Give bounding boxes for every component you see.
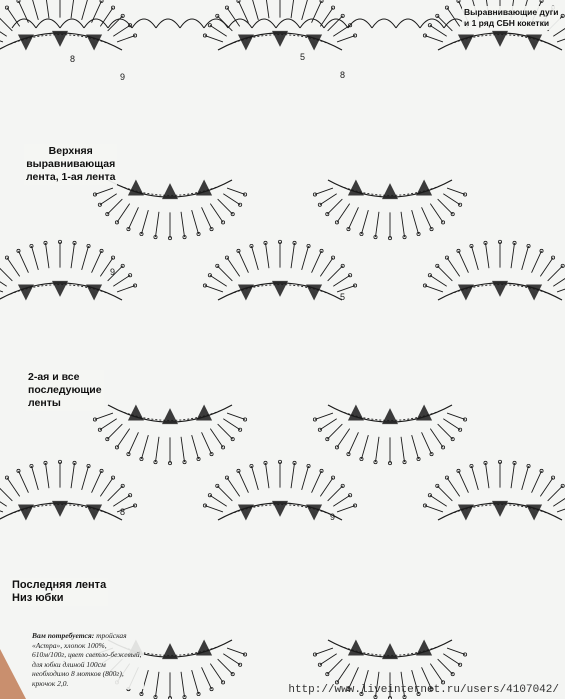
stitch-mark — [45, 243, 48, 268]
band-last-label: Последняя лента Низ юбки — [12, 579, 107, 604]
shell-mark — [382, 183, 398, 199]
stitch-mark — [485, 243, 488, 268]
picot-mark — [208, 24, 211, 27]
stitch-mark — [447, 258, 460, 277]
stitch-mark — [117, 36, 135, 42]
stitch-mark — [548, 486, 563, 501]
stitch-mark — [113, 275, 130, 286]
stitch-mark — [422, 432, 432, 454]
shell-mark — [458, 285, 474, 301]
shell-mark — [382, 408, 398, 424]
stitch-mark — [447, 188, 465, 194]
stitch-mark — [31, 0, 38, 20]
stitch-mark — [265, 243, 268, 268]
stitch-mark — [0, 16, 12, 31]
stitch-mark — [31, 466, 38, 490]
stitch-mark — [425, 286, 443, 292]
stitch-mark — [557, 36, 565, 42]
stitch-mark — [361, 210, 368, 234]
stitch-mark — [328, 486, 343, 501]
shell-mark — [128, 404, 144, 420]
shell-mark — [128, 179, 144, 195]
shell-mark — [416, 179, 432, 195]
shell-mark — [196, 404, 212, 420]
shell-mark — [306, 35, 322, 51]
stitch-mark — [7, 258, 20, 277]
stitch-mark — [202, 432, 212, 454]
stitch-mark — [227, 258, 240, 277]
stitch-mark — [425, 506, 443, 512]
stitch-mark — [328, 266, 343, 281]
stitch-mark — [438, 199, 453, 214]
stitch-mark — [107, 199, 122, 214]
stitch-mark — [202, 207, 212, 229]
stitch-mark — [45, 463, 48, 488]
stitch-mark — [100, 194, 117, 205]
stitch-mark — [291, 0, 294, 18]
stitch-mark — [438, 424, 453, 439]
stitch-mark — [205, 286, 223, 292]
shell-mark — [52, 281, 68, 297]
picot-mark — [457, 249, 460, 252]
shell-mark — [86, 505, 102, 521]
stitch-mark — [447, 8, 460, 27]
shell-mark — [162, 643, 178, 659]
stitch-mark — [327, 424, 342, 439]
shell-mark — [162, 183, 178, 199]
stitch-mark — [18, 251, 28, 273]
stitch-mark — [458, 251, 468, 273]
stitch-mark — [548, 266, 563, 281]
stitch-mark — [401, 437, 404, 462]
stitch-mark — [412, 210, 419, 234]
stitch-mark — [181, 672, 184, 697]
picot-mark — [540, 249, 543, 252]
stitch-mark — [45, 0, 48, 18]
stitch-mark — [320, 478, 333, 497]
stitch-mark — [511, 463, 514, 488]
stitch-mark — [117, 204, 130, 223]
shell-mark — [348, 179, 364, 195]
stitch-mark — [141, 210, 148, 234]
shell-mark — [526, 285, 542, 301]
picot-mark — [17, 249, 20, 252]
picot-mark — [208, 494, 211, 497]
stitch-mark — [251, 246, 258, 270]
stitch-mark — [412, 435, 419, 459]
stitch-mark — [100, 478, 113, 497]
stitch-mark — [7, 478, 20, 497]
stitch-mark — [265, 463, 268, 488]
motif-number: 8 — [340, 70, 346, 80]
edge-arc — [156, 19, 180, 28]
stitch-mark — [227, 188, 245, 194]
picot-mark — [551, 476, 554, 479]
stitch-mark — [522, 246, 529, 270]
motif-number: 5 — [300, 52, 306, 62]
stitch-mark — [320, 419, 337, 430]
edge-arc — [276, 19, 300, 28]
shell-mark — [272, 501, 288, 517]
stitch-mark — [375, 212, 378, 237]
edge-arc — [324, 19, 348, 28]
edge-arc — [252, 19, 276, 28]
stitch-mark — [227, 413, 245, 419]
stitch-mark — [375, 437, 378, 462]
stitch-mark — [532, 251, 542, 273]
picot-mark — [561, 264, 564, 267]
shell-mark — [458, 35, 474, 51]
edge-arc — [372, 19, 396, 28]
stitch-mark — [251, 466, 258, 490]
stitch-mark — [337, 36, 355, 42]
stitch-mark — [128, 207, 138, 229]
stitch-mark — [0, 506, 3, 512]
stitch-mark — [82, 246, 89, 270]
stitch-mark — [71, 463, 74, 488]
stitch-mark — [333, 495, 350, 506]
stitch-mark — [218, 659, 233, 674]
stitch-mark — [202, 667, 212, 689]
stitch-mark — [117, 429, 130, 448]
stitch-mark — [100, 419, 117, 430]
band-2-label: 2-ая и все последующие ленты — [28, 371, 102, 409]
shell-mark — [348, 404, 364, 420]
stitch-mark — [155, 672, 158, 697]
edge-arc — [132, 19, 156, 28]
shell-mark — [272, 281, 288, 297]
stitch-mark — [312, 251, 322, 273]
stitch-mark — [401, 212, 404, 237]
stitch-mark — [141, 435, 148, 459]
motif-number: 9 — [120, 72, 126, 82]
stitch-mark — [553, 495, 565, 506]
stitch-mark — [471, 466, 478, 490]
stitch-mark — [0, 25, 7, 36]
stitch-mark — [333, 275, 350, 286]
stitch-mark — [302, 246, 309, 270]
stitch-mark — [92, 251, 102, 273]
stitch-mark — [320, 654, 337, 665]
shell-mark — [306, 505, 322, 521]
materials-title: Вам потребуется: — [32, 631, 95, 640]
shell-mark — [18, 35, 34, 51]
edge-arc — [60, 19, 84, 28]
stitch-mark — [557, 506, 565, 512]
picot-mark — [320, 249, 323, 252]
stitch-mark — [210, 429, 223, 448]
edge-arc — [228, 19, 252, 28]
stitch-mark — [82, 0, 89, 20]
stitch-mark — [302, 0, 309, 20]
shell-mark — [162, 408, 178, 424]
stitch-mark — [511, 243, 514, 268]
motif-number: 5 — [340, 292, 346, 302]
stitch-mark — [223, 419, 240, 430]
stitch-mark — [443, 654, 460, 665]
stitch-mark — [471, 246, 478, 270]
picot-mark — [540, 469, 543, 472]
shell-mark — [526, 35, 542, 51]
shell-mark — [196, 179, 212, 195]
stitch-mark — [113, 25, 130, 36]
stitch-mark — [238, 471, 248, 493]
stitch-mark — [447, 478, 460, 497]
stitch-mark — [210, 25, 227, 36]
stitch-mark — [485, 463, 488, 488]
stitch-mark — [327, 659, 342, 674]
stitch-mark — [107, 424, 122, 439]
stitch-mark — [238, 251, 248, 273]
edge-arc — [204, 19, 228, 28]
stitch-mark — [557, 286, 565, 292]
stitch-mark — [210, 204, 223, 223]
band-1-label: Верхняя выравнивающая лента, 1-ая лента — [26, 145, 116, 183]
stitch-mark — [192, 210, 199, 234]
stitch-mark — [291, 243, 294, 268]
stitch-mark — [327, 199, 342, 214]
shell-mark — [18, 285, 34, 301]
stitch-mark — [430, 429, 443, 448]
stitch-mark — [337, 204, 350, 223]
stitch-mark — [31, 246, 38, 270]
stitch-mark — [337, 664, 350, 683]
stitch-mark — [438, 659, 453, 674]
shell-mark — [52, 31, 68, 47]
stitch-mark — [361, 435, 368, 459]
stitch-mark — [0, 36, 3, 42]
picot-mark — [237, 249, 240, 252]
stitch-mark — [348, 207, 358, 229]
shell-mark — [492, 281, 508, 297]
stitch-mark — [18, 471, 28, 493]
picot-mark — [561, 484, 564, 487]
stitch-mark — [192, 435, 199, 459]
shell-mark — [526, 505, 542, 521]
stitch-mark — [223, 654, 240, 665]
stitch-mark — [117, 286, 135, 292]
stitch-mark — [328, 16, 343, 31]
stitch-mark — [337, 506, 355, 512]
stitch-mark — [108, 16, 123, 31]
stitch-mark — [0, 266, 12, 281]
picot-mark — [221, 681, 224, 684]
stitch-mark — [265, 0, 268, 18]
shell-mark — [238, 285, 254, 301]
shell-mark — [492, 31, 508, 47]
edge-arc — [348, 19, 372, 28]
stitch-mark — [205, 36, 223, 42]
edge-arc — [300, 19, 324, 28]
stitch-mark — [422, 207, 432, 229]
stitch-mark — [315, 188, 333, 194]
stitch-mark — [458, 471, 468, 493]
stitch-mark — [205, 506, 223, 512]
stitch-mark — [430, 204, 443, 223]
stitch-mark — [92, 471, 102, 493]
motif-number: 9 — [110, 267, 116, 277]
shell-mark — [18, 505, 34, 521]
stitch-mark — [430, 275, 447, 286]
stitch-mark — [210, 495, 227, 506]
stitch-mark — [0, 486, 12, 501]
stitch-mark — [437, 266, 452, 281]
stitch-mark — [217, 266, 232, 281]
stitch-mark — [95, 413, 113, 419]
shell-mark — [492, 501, 508, 517]
stitch-mark — [532, 471, 542, 493]
stitch-mark — [302, 466, 309, 490]
stitch-mark — [540, 258, 553, 277]
stitch-mark — [337, 286, 355, 292]
stitch-mark — [227, 478, 240, 497]
stitch-mark — [82, 466, 89, 490]
stitch-mark — [95, 188, 113, 194]
picot-mark — [208, 274, 211, 277]
picot-mark — [551, 256, 554, 259]
stitch-mark — [315, 413, 333, 419]
shell-mark — [348, 639, 364, 655]
edge-arc — [180, 19, 204, 28]
stitch-mark — [540, 478, 553, 497]
stitch-mark — [181, 437, 184, 462]
stitch-mark — [312, 471, 322, 493]
shell-mark — [52, 501, 68, 517]
shell-mark — [416, 639, 432, 655]
motif-number: 8 — [70, 54, 76, 64]
stitch-mark — [443, 419, 460, 430]
stitch-mark — [315, 648, 333, 654]
stitch-mark — [291, 463, 294, 488]
stitch-mark — [320, 194, 337, 205]
shell-mark — [382, 643, 398, 659]
stitch-mark — [348, 432, 358, 454]
picot-mark — [561, 14, 564, 17]
stitch-mark — [218, 424, 233, 439]
stitch-mark — [71, 0, 74, 18]
top-edge-note: Выравнивающие дуги и 1 ряд СБН кокетки — [464, 7, 559, 28]
stitch-mark — [218, 199, 233, 214]
stitch-mark — [155, 212, 158, 237]
stitch-mark — [447, 413, 465, 419]
motif-number: 9 — [330, 512, 336, 522]
stitch-mark — [192, 670, 199, 694]
stitch-mark — [553, 275, 565, 286]
stitch-mark — [113, 495, 130, 506]
materials-note: Вам потребуется: тройская «Астра», хлопок 100%, 610м/100г, цвет светло-бежевый, для юбки длиной 100см необходимо 8 мотков (800г), крючок 2,0. — [30, 630, 144, 689]
edge-arc — [36, 19, 60, 28]
stitch-mark — [443, 194, 460, 205]
stitch-mark — [522, 466, 529, 490]
stitch-mark — [0, 286, 3, 292]
stitch-mark — [337, 429, 350, 448]
stitch-mark — [430, 495, 447, 506]
shell-mark — [86, 285, 102, 301]
stitch-mark — [128, 432, 138, 454]
stitch-mark — [108, 486, 123, 501]
shell-mark — [196, 639, 212, 655]
stitch-mark — [320, 8, 333, 27]
stitch-mark — [223, 194, 240, 205]
stitch-mark — [437, 16, 452, 31]
shell-mark — [238, 35, 254, 51]
stitch-mark — [425, 36, 443, 42]
stitch-mark — [430, 664, 443, 683]
stitch-mark — [181, 212, 184, 237]
stitch-mark — [0, 495, 7, 506]
page-corner — [0, 649, 26, 699]
stitch-mark — [71, 243, 74, 268]
stitch-mark — [251, 0, 258, 20]
stitch-mark — [0, 275, 7, 286]
stitch-mark — [155, 437, 158, 462]
stitch-mark — [447, 648, 465, 654]
stitch-mark — [437, 486, 452, 501]
stitch-mark — [210, 664, 223, 683]
shell-mark — [272, 31, 288, 47]
stitch-mark — [217, 486, 232, 501]
motif-number: 8 — [120, 507, 126, 517]
stitch-mark — [227, 648, 245, 654]
watermark-url: http://www.liveinternet.ru/users/4107042/ — [288, 684, 559, 696]
stitch-mark — [320, 258, 333, 277]
stitch-mark — [210, 275, 227, 286]
stitch-mark — [227, 8, 240, 27]
edge-arc — [396, 19, 420, 28]
shell-mark — [86, 35, 102, 51]
shell-mark — [238, 505, 254, 521]
shell-mark — [416, 404, 432, 420]
shell-mark — [306, 285, 322, 301]
shell-mark — [458, 505, 474, 521]
picot-mark — [100, 249, 103, 252]
stitch-mark — [7, 8, 20, 27]
